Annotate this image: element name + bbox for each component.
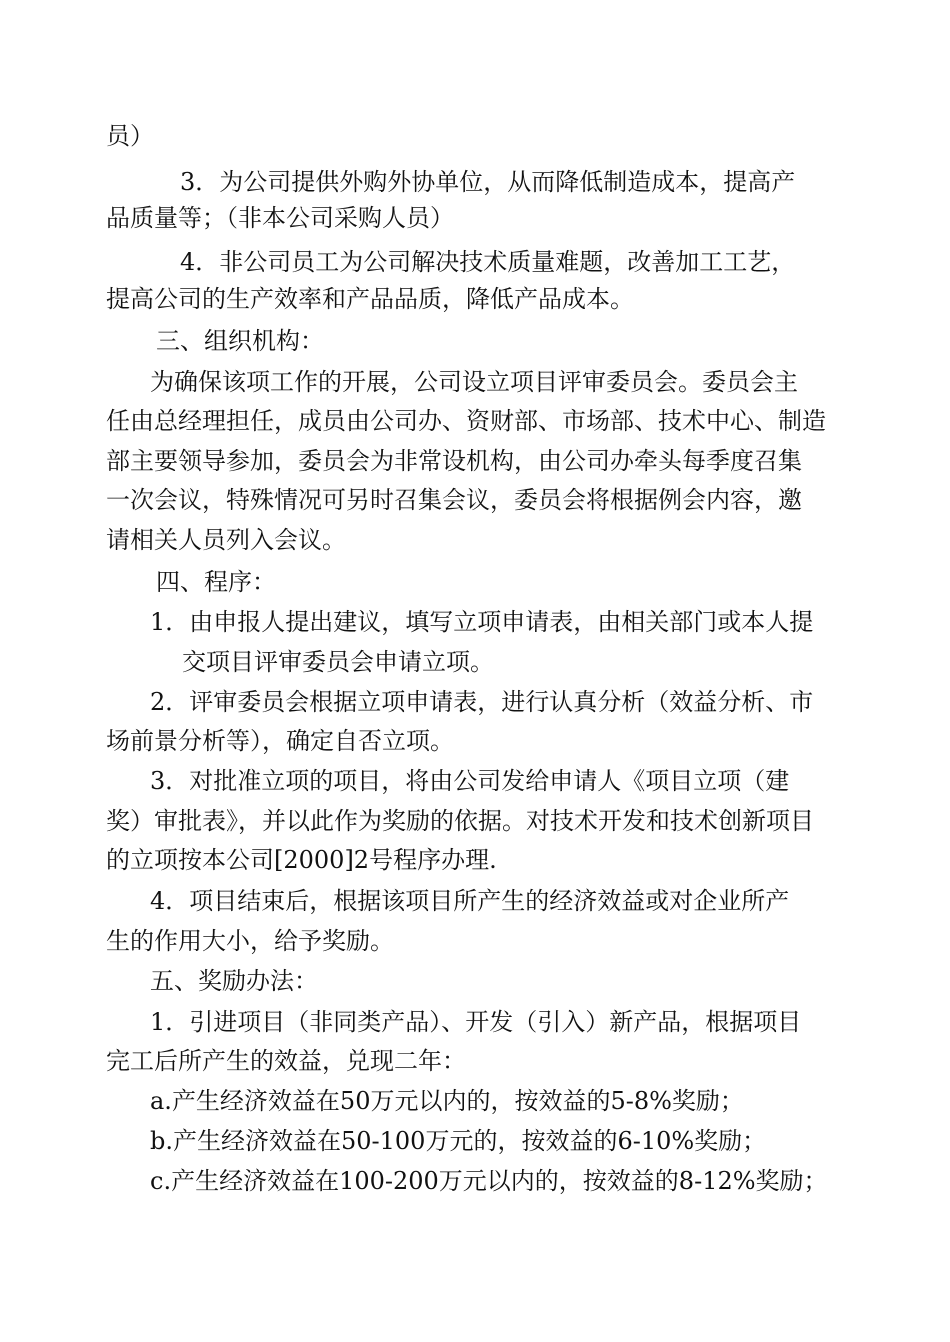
text-line-26: b.产生经济效益在50-100万元的，按效益的6-10%奖励； <box>150 1127 767 1155</box>
text-line-11: 请相关人员列入会议。 <box>106 526 346 554</box>
text-line-27: c.产生经济效益在100-200万元以内的，按效益的8-12%奖励； <box>150 1167 828 1195</box>
text-line-10: 一次会议，特殊情况可另时召集会议，委员会将根据例会内容，邀 <box>106 486 802 514</box>
text-line-24: 完工后所产生的效益，兑现二年： <box>106 1047 466 1075</box>
section-heading-4: 四、程序： <box>156 568 276 596</box>
text-line-9: 部主要领导参加，委员会为非常设机构，由公司办牵头每季度召集 <box>106 447 802 475</box>
text-line-18: 奖）审批表》，并以此作为奖励的依据。对技术开发和技术创新项目 <box>106 807 814 835</box>
section-heading-5: 五、奖励办法： <box>150 967 318 995</box>
text-line-4: 4．非公司员工为公司解决技术质量难题，改善加工工艺， <box>180 248 796 276</box>
text-line-23: 1．引进项目（非同类产品）、开发（引入）新产品，根据项目 <box>150 1008 802 1036</box>
text-line-3: 品质量等；（非本公司采购人员） <box>106 204 454 232</box>
text-line-2: 3．为公司提供外购外协单位，从而降低制造成本，提高产 <box>180 168 796 196</box>
section-heading-3: 三、组织机构： <box>156 327 324 355</box>
text-line-13: 1．由申报人提出建议，填写立项申请表，由相关部门或本人提 <box>150 608 814 636</box>
text-line-5: 提高公司的生产效率和产品品质，降低产品成本。 <box>106 285 634 313</box>
text-line-16: 场前景分析等），确定自否立项。 <box>106 727 454 755</box>
text-line-7: 为确保该项工作的开展，公司设立项目评审委员会。委员会主 <box>150 368 798 396</box>
text-line-21: 生的作用大小，给予奖励。 <box>106 927 394 955</box>
text-line-17: 3．对批准立项的项目，将由公司发给申请人《项目立项（建 <box>150 767 790 795</box>
text-line-25: a.产生经济效益在50万元以内的，按效益的5-8%奖励； <box>150 1087 744 1115</box>
text-line-8: 任由总经理担任，成员由公司办、资财部、市场部、技术中心、制造 <box>106 407 826 435</box>
text-line-19: 的立项按本公司[2000]2号程序办理. <box>106 846 497 874</box>
text-line-14: 交项目评审委员会申请立项。 <box>182 648 494 676</box>
text-line-1: 员） <box>106 122 154 150</box>
text-line-15: 2．评审委员会根据立项申请表，进行认真分析（效益分析、市 <box>150 688 814 716</box>
text-line-20: 4．项目结束后，根据该项目所产生的经济效益或对企业所产 <box>150 887 790 915</box>
